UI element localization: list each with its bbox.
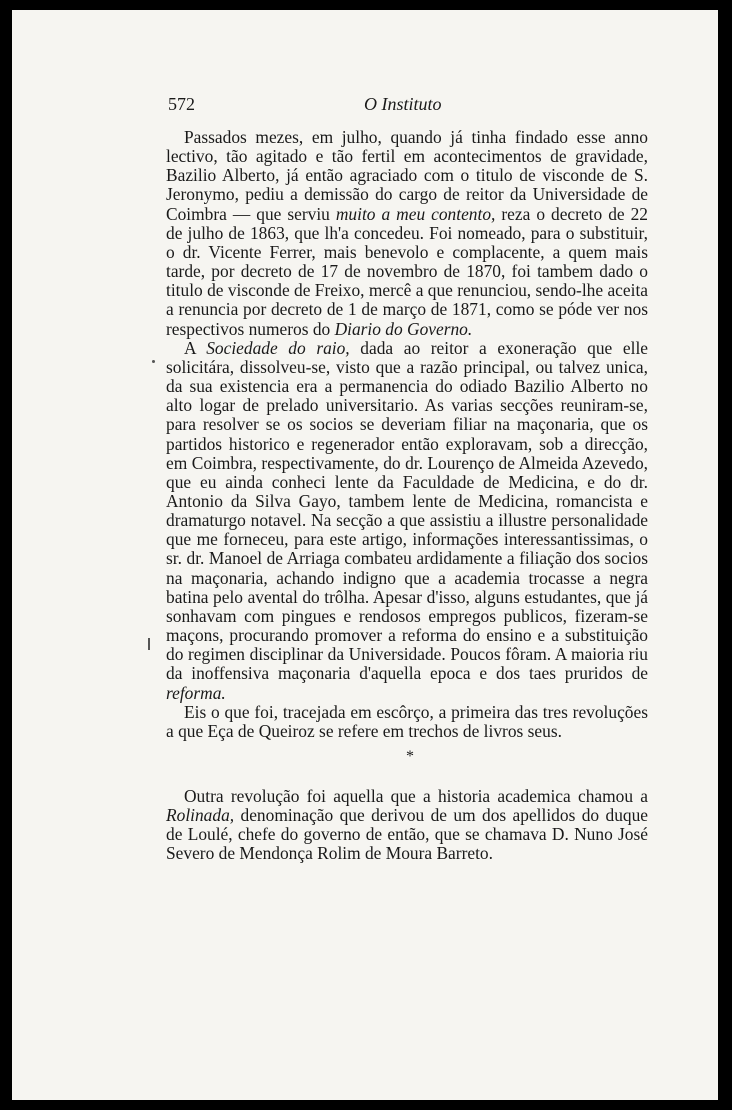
body-text [166, 128, 648, 864]
p1-italic-2: Diario do Governo. [334, 318, 473, 339]
running-title: O Instituto [364, 94, 442, 114]
p1-text-1: Passados mezes, em julho, quando já tinha findado esse anno lectivo, tão agitado e tão fertil em acontecimentos de gravidade, Bazilio Alberto, já então agraciado com o titulo de visconde de S. Jeronymo, pediu a demissão do cargo de reitor da Universidade de Coimbra — que serviu [166, 127, 648, 224]
section-separator: * [406, 748, 414, 765]
page-header [168, 94, 646, 118]
p2-text-2: dada ao reitor a exoneração que elle solicitára, dissolveu-se, visto que a razão principal, ou talvez unica, da sua existencia era a permanencia do odiado Bazilio Alberto no alto logar de prelado universitario. As varias secções reuniram-se, para resolver se os socios se deveriam filiar na maçonaria, que os partidos historico e regenerador então exploravam, sob a direcção, em Coimbra, respectivamente, do dr. Lourenço de Almeida Azevedo, que eu ainda conheci lente da Faculdade de Medicina, e do dr. Antonio da Silva Gayo, tambem lente de Medicina, romancista e dramaturgo notavel. Na secção a que assistiu a illustre personalidade que me forneceu, para este artigo, informações interessantissimas, o sr. dr. Manoel de Arriaga combateu ardidamente a filiação dos socios na maçonaria, achando indigno que a academia trocasse a negra batina pelo avental do trôlha. Apesar d'isso, alguns estudantes, que já sonhavam com pingues e rendosos empregos publicos, fizeram-se maçons, procurando promover a reforma do ensino e a substituição do regimen disciplinar da Universidade. Poucos fôram. A maioria riu da inoffensiva maçonaria d'aquella epoca e dos taes pruridos de [166, 337, 648, 684]
page-number: 572 [168, 94, 195, 114]
margin-mark [148, 638, 150, 650]
p1-text-2: reza o decreto de 22 de julho de 1863, que lh'a concedeu. Foi nomeado, para o substituir, o dr. Vicente Ferrer, mais benevolo e complacente, a quem mais tarde, por decreto de 17 de novembro de 1870, foi tambem dado o titulo de visconde de Freixo, mercê a que renunciou, sendo-lhe aceita a renuncia por decreto de 1 de março de 1871, como se póde ver nos respectivos numeros do [166, 203, 648, 339]
paragraph-1 [166, 128, 648, 339]
paragraph-3 [166, 703, 648, 741]
p1-italic-1: muito a meu contento, [335, 203, 496, 224]
p3-text-1: Eis o que foi, tracejada em escôrço, a primeira das tres revoluções a que Eça de Queiroz se refere em trechos de livros seus. [166, 701, 648, 741]
p4-italic-1: Rolinada, [166, 805, 235, 826]
p4-text-2: denominação que derivou de um dos apellidos do duque de Loulé, chefe do governo de então, que se chamava D. Nuno José Severo de Mendonça Rolim de Moura Barreto. [166, 805, 648, 864]
p2-italic-2: reforma. [166, 682, 226, 703]
p4-text-1: Outra revolução foi aquella que a historia academica chamou a [184, 786, 648, 806]
paragraph-2 [166, 339, 648, 703]
p2-italic-1: Sociedade do raio, [206, 337, 350, 358]
book-page [12, 10, 718, 1100]
paragraph-4 [166, 787, 648, 864]
p2-text-1: A [184, 337, 207, 358]
ink-speck [152, 360, 155, 363]
